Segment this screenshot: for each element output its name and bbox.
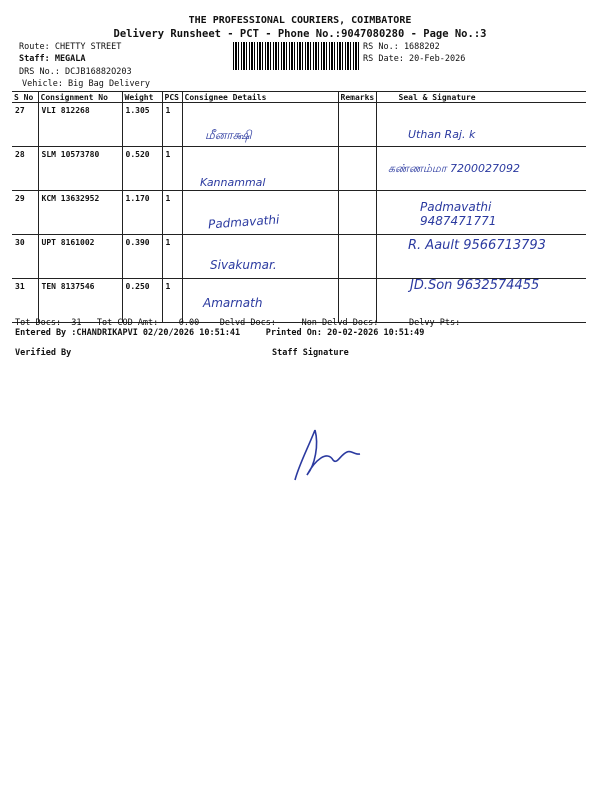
col-header-weight: Weight <box>122 92 162 103</box>
verified-by-label: Verified By <box>15 348 72 358</box>
runsheet-subtitle: Delivery Runsheet - PCT - Phone No.:9047080280 - Page No.:3 <box>113 28 487 40</box>
cell-sno: 27 <box>12 103 38 147</box>
rs-number: RS No.: 1688202 <box>363 42 440 52</box>
handwritten-seal-4: R. Aault 9566713793 <box>408 238 546 253</box>
staff-signature-label: Staff Signature <box>272 348 349 358</box>
drs-number: DRS No.: DCJB16882O203 <box>19 67 132 77</box>
handwritten-consignee-4: Sivakumar. <box>210 258 277 272</box>
cell-remarks <box>338 235 376 279</box>
cell-consignment: KCM 13632952 <box>38 191 122 235</box>
cell-consignment: VLI 812268 <box>38 103 122 147</box>
col-header-sno: S No <box>12 92 38 103</box>
handwritten-seal-2: கண்ணம்மா 7200027092 <box>388 162 520 175</box>
table-header-row <box>12 92 586 103</box>
cell-remarks <box>338 103 376 147</box>
cell-weight: 0.250 <box>122 279 162 323</box>
cell-remarks <box>338 191 376 235</box>
cell-weight: 1.170 <box>122 191 162 235</box>
cell-consignee <box>182 191 338 235</box>
cell-remarks <box>338 279 376 323</box>
handwritten-seal-1: Uthan Raj. k <box>408 128 476 141</box>
handwritten-consignee-2: Kannammal <box>200 176 266 189</box>
barcode-image <box>233 42 359 70</box>
handwritten-consignee-5: Amarnath <box>203 296 263 310</box>
entered-by-line: Entered By :CHANDRIKAPVI 02/20/2026 10:51:41 Printed On: 20-02-2026 10:51:49 <box>15 328 425 338</box>
staff-signature-scribble <box>285 420 385 490</box>
cell-weight: 0.390 <box>122 235 162 279</box>
cell-weight: 0.520 <box>122 147 162 191</box>
cell-pcs: 1 <box>162 279 182 323</box>
cell-consignment: TEN 8137546 <box>38 279 122 323</box>
company-title: THE PROFESSIONAL COURIERS, COIMBATORE <box>188 15 412 26</box>
col-header-seal: Seal & Signature <box>376 92 586 103</box>
cell-pcs: 1 <box>162 147 182 191</box>
cell-pcs: 1 <box>162 235 182 279</box>
cell-pcs: 1 <box>162 103 182 147</box>
col-header-consignee: Consignee Details <box>182 92 338 103</box>
handwritten-seal-5: JD.Son 9632574455 <box>410 278 540 293</box>
rs-date: RS Date: 20-Feb-2026 <box>363 54 466 64</box>
cell-sno: 29 <box>12 191 38 235</box>
cell-sno: 28 <box>12 147 38 191</box>
cell-pcs: 1 <box>162 191 182 235</box>
handwritten-consignee-3: Padmavathi <box>207 212 280 232</box>
handwritten-consignee-1: மீனாக்ஷி <box>205 128 252 142</box>
handwritten-seal-3: Padmavathi 9487471771 <box>420 200 497 228</box>
cell-weight: 1.305 <box>122 103 162 147</box>
cell-sno: 31 <box>12 279 38 323</box>
staff-label: Staff: MEGALA <box>19 54 86 64</box>
cell-sno: 30 <box>12 235 38 279</box>
col-header-pcs: PCS <box>162 92 182 103</box>
col-header-consignment: Consignment No <box>38 92 122 103</box>
route-label: Route: CHETTY STREET <box>19 42 122 52</box>
cell-consignment: UPT 8161002 <box>38 235 122 279</box>
col-header-remarks: Remarks <box>338 92 376 103</box>
cell-consignment: SLM 10573780 <box>38 147 122 191</box>
table-row <box>12 103 586 147</box>
cell-remarks <box>338 147 376 191</box>
totals-line: Tot Docs: 31 Tot COD Amt: 0.00 Delvd Docs: Non Delvd Docs: Delvy Pts: <box>15 318 461 328</box>
vehicle-label: Vehicle: Big Bag Delivery <box>22 79 150 89</box>
